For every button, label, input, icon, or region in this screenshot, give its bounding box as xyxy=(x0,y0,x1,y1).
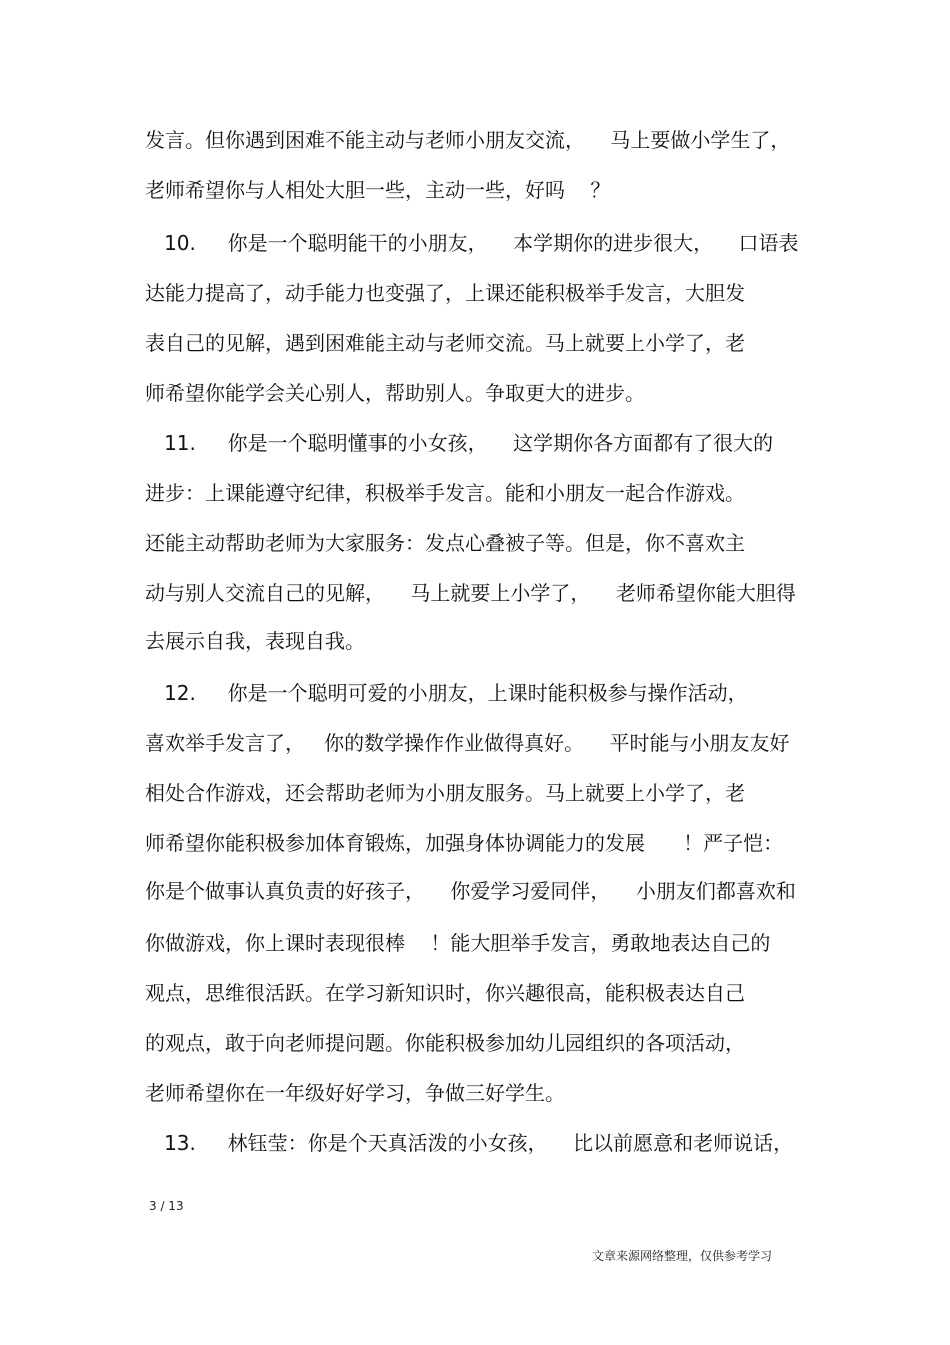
text-line: 动与别人交流自己的见解， 马上就要上小学了， 老师希望你能大胆得 xyxy=(145,581,796,605)
text-line: 进步：上课能遵守纪律，积极举手发言。能和小朋友一起合作游戏。 xyxy=(145,481,745,505)
text-line: 11. 你是一个聪明懂事的小女孩， 这学期你各方面都有了很大的 xyxy=(145,431,774,455)
text-line: 师希望你能学会关心别人，帮助别人。争取更大的进步。 xyxy=(145,381,645,405)
text-line: 去展示自我，表现自我。 xyxy=(145,629,365,653)
text-line: 你做游戏，你上课时表现很棒 ！能大胆举手发言，勇敢地表达自己的 xyxy=(145,931,771,955)
text-line: 10. 你是一个聪明能干的小朋友， 本学期你的进步很大， 口语表 xyxy=(145,231,799,255)
text-line: 的观点，敢于向老师提问题。你能积极参加幼儿园组织的各项活动， xyxy=(145,1031,745,1055)
text-line: 老师希望你在一年级好好学习，争做三好学生。 xyxy=(145,1081,565,1105)
text-line: 师希望你能积极参加体育锻炼，加强身体协调能力的发展 ！严子恺： xyxy=(145,831,784,855)
text-line: 13. 林钰莹：你是个天真活泼的小女孩， 比以前愿意和老师说话， xyxy=(145,1131,794,1155)
text-line: 你是个做事认真负责的好孩子， 你爱学习爱同伴， 小朋友们都喜欢和 xyxy=(145,879,796,903)
text-line: 观点，思维很活跃。在学习新知识时，你兴趣很高，能积极表达自己 xyxy=(145,981,745,1005)
text-line: 还能主动帮助老师为大家服务：发点心叠被子等。但是，你不喜欢主 xyxy=(145,531,745,555)
text-line: 相处合作游戏，还会帮助老师为小朋友服务。马上就要上小学了，老 xyxy=(145,781,745,805)
text-line: 发言。但你遇到困难不能主动与老师小朋友交流， 马上要做小学生了， xyxy=(145,128,791,152)
text-line: 达能力提高了，动手能力也变强了，上课还能积极举手发言，大胆发 xyxy=(145,281,745,305)
text-line: 老师希望你与人相处大胆一些，主动一些，好吗 ？ xyxy=(145,178,611,202)
footer-note: 文章来源网络整理，仅供参考学习 xyxy=(592,1249,773,1263)
text-line: 喜欢举手发言了， 你的数学操作作业做得真好。 平时能与小朋友友好 xyxy=(145,731,790,755)
text-line: 表自己的见解，遇到困难能主动与老师交流。马上就要上小学了，老 xyxy=(145,331,745,355)
page-number: 3 / 13 xyxy=(149,1199,184,1213)
text-line: 12. 你是一个聪明可爱的小朋友，上课时能积极参与操作活动， xyxy=(145,681,748,705)
